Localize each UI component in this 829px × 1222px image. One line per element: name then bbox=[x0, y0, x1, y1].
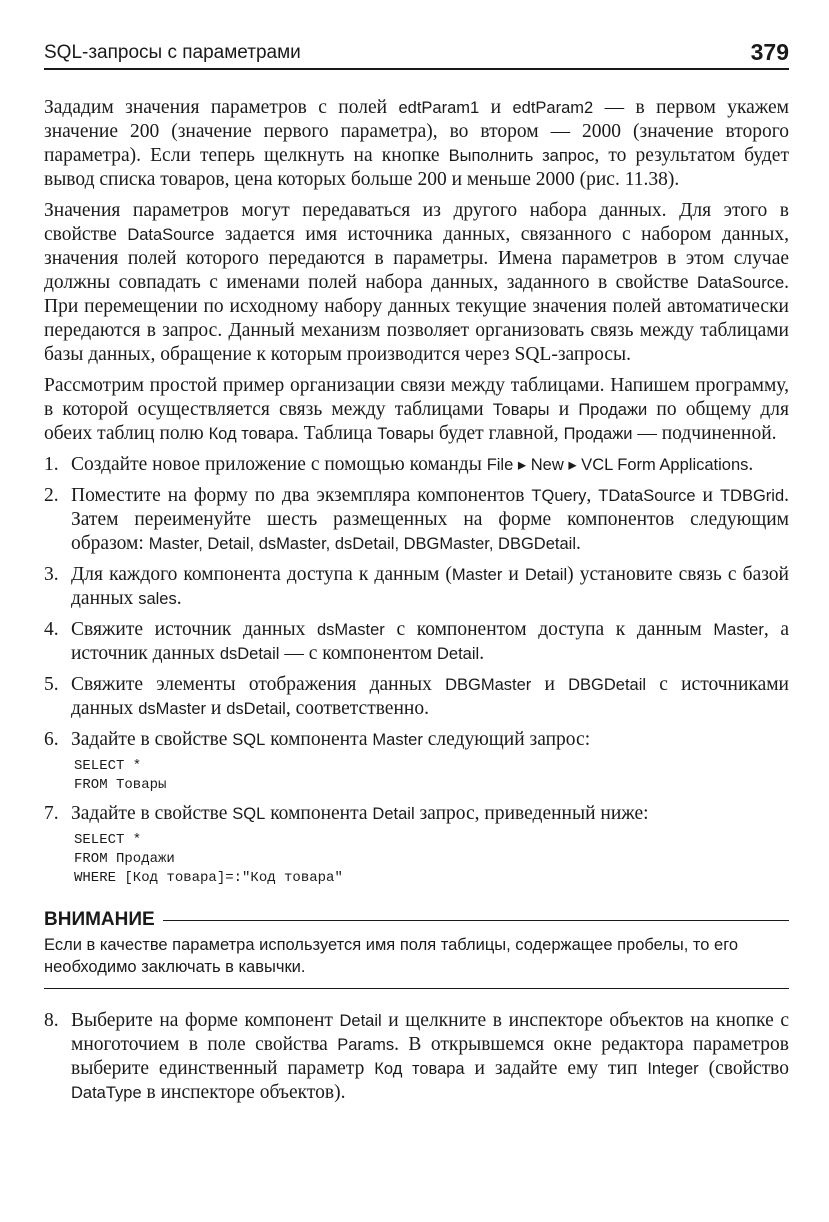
step-number: 3. bbox=[44, 564, 59, 585]
note-header bbox=[44, 908, 789, 932]
step-number: 5. bbox=[44, 674, 59, 695]
step-7: 7. Задайте в свойстве SQL компонента Detail запрос, приведенный ниже: SELECT * FROM Продажи WHERE [Код товара]=:"Код товара" bbox=[44, 802, 789, 888]
note-rule bbox=[163, 920, 789, 921]
page-header bbox=[44, 38, 789, 70]
step-4: 4. Свяжите источник данных dsMaster с компонентом доступа к данным Master, а источник данных dsDetail — с компонентом Detail. bbox=[44, 619, 789, 664]
step-3: 3. Для каждого компонента доступа к данным (Master и Detail) установите связь с базой данных sales. bbox=[44, 564, 789, 609]
step-1: 1. Создайте новое приложение с помощью команды File ▸ New ▸ VCL Form Applications. bbox=[44, 454, 754, 475]
paragraph-3: Рассмотрим простой пример организации связи между таблицами. Напишем программу, в которой осуществляется связь между таблицами Товары и Продажи по общему для обеих таблиц полю Код товара. Таблица Товары будет главной, Продажи — подчиненной. bbox=[44, 375, 789, 444]
page-number: 379 bbox=[750, 39, 789, 65]
step-number: 7. bbox=[44, 803, 59, 824]
step-number: 1. bbox=[44, 454, 59, 475]
step-number: 2. bbox=[44, 485, 59, 506]
step-number: 6. bbox=[44, 729, 59, 750]
step-5: 5. Свяжите элементы отображения данных DBGMaster и DBGDetail с источниками данных dsMaster и dsDetail, соответственно. bbox=[44, 674, 789, 719]
note-title: ВНИМАНИЕ bbox=[44, 909, 155, 930]
step-number: 4. bbox=[44, 619, 59, 640]
paragraph-2: Значения параметров могут передаваться из другого набора данных. Для этого в свойстве DataSource задается имя источника данных, связанного с набором данных, значения полей которого передаются в параметры. Имена параметров в этом случае должны совпадать с именами полей набора данных, заданного в свойстве DataSource. При перемещении по исходному набору данных текущие значения полей автоматически передаются в запрос. Данный механизм позволяет организовать связь между таблицами базы данных, обращение к которым производится через SQL-запросы. bbox=[44, 200, 789, 365]
attention-note bbox=[44, 908, 789, 989]
note-text: Если в качестве параметра используется имя поля таблицы, содержащее пробелы, то его необходимо заключать в кавычки. bbox=[44, 936, 739, 976]
sql-code-detail: SELECT * FROM Продажи WHERE [Код товара]=:"Код товара" bbox=[74, 832, 343, 886]
page-body bbox=[44, 96, 789, 1112]
sql-code-master: SELECT * FROM Товары bbox=[74, 758, 167, 793]
steps-list bbox=[44, 453, 789, 888]
steps-list-continued bbox=[44, 1009, 789, 1105]
step-number: 8. bbox=[44, 1010, 59, 1031]
step-2: 2. Поместите на форму по два экземпляра компонентов TQuery, TDataSource и TDBGrid. Затем переименуйте шесть размещенных на форме компонентов следующим образом: Master, Detail, dsMaster, dsDetail, DBGMaster, DBGDetail. bbox=[44, 485, 789, 554]
running-title: SQL-запросы с параметрами bbox=[44, 42, 301, 63]
paragraph-1: Зададим значения параметров с полей edtParam1 и edtParam2 — в первом укажем значение 200 (значение первого параметра), во втором — 2000 (значение второго параметра). Если теперь щелкнуть на кнопке Выполнить запрос, то результатом будет вывод списка товаров, цена которых больше 200 и меньше 2000 (рис. 11.38). bbox=[44, 97, 790, 190]
step-8: 8. Выберите на форме компонент Detail и щелкните в инспекторе объектов на кнопке с многоточием в поле свойства Params. В открывшемся окне редактора параметров выберите единственный параметр Код товара и задайте ему тип Integer (свойство DataType в инспекторе объектов). bbox=[44, 1010, 790, 1103]
step-6: 6. Задайте в свойстве SQL компонента Master следующий запрос: SELECT * FROM Товары bbox=[44, 728, 789, 795]
